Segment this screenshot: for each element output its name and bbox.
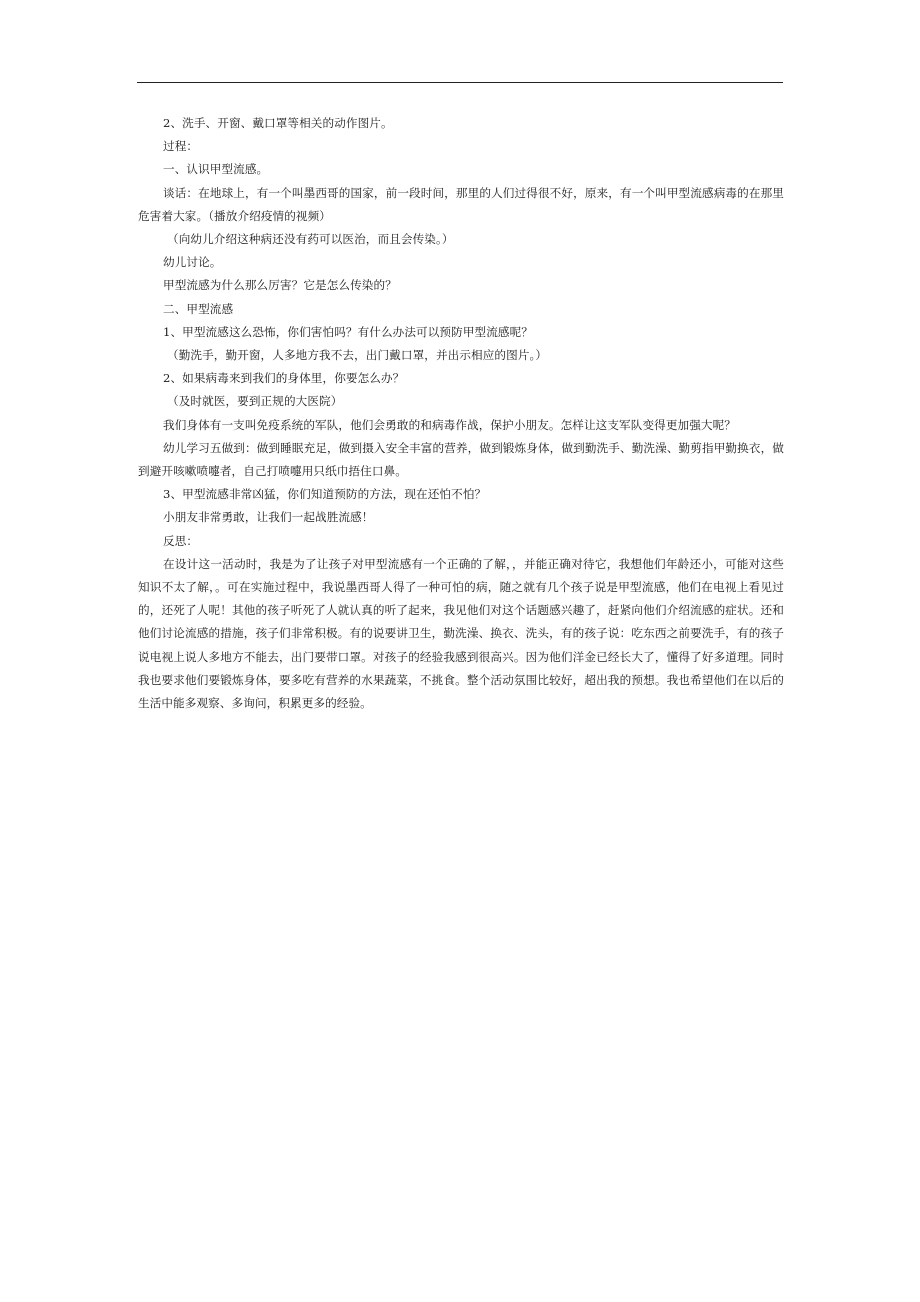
reflection-paragraph: 在设计这一活动时，我是为了让孩子对甲型流感有一个正确的了解，，并能正确对待它，我想他们年龄还小，可能对这些知识不太了解，。可在实施过程中，我说墨西哥人得了一种可怕的病，随之就有几个孩子说是甲型流感，他们在电视上看见过的，还死了人呢！其他的孩子听死了人就认真的听了起来，我见他们对这个话题感兴趣了，赶紧向他们介绍流感的症状。还和他们讨论流感的措施，孩子们非常积极。有的说要讲卫生，勤洗澡、换衣、洗头，有的孩子说：吃东西之前要洗手，有的孩子说电视上说人多地方不能去，出门要带口罩。对孩子的经验我感到很高兴。因为他们洋金已经长大了，懂得了好多道理。同时我也要求他们要锻炼身体，要多吃有营养的水果蔬菜，不挑食。整个活动氛围比较好，超出我的预想。我也希望他们在以后的生活中能多观察、多询问，积累更多的经验。 — [138, 556, 784, 711]
talk-note: （向幼儿介绍这种病还没有药可以医治，而且会传染。） — [167, 232, 454, 247]
question-3: 3、甲型流感非常凶猛，你们知道预防的方法，现在还怕不怕？ — [163, 487, 487, 502]
child-discussion: 幼儿讨论。 — [163, 255, 222, 270]
section-one-heading: 一、认识甲型流感。 — [163, 162, 269, 177]
five-rules-paragraph: 幼儿学习五做到：做到睡眠充足，做到摄入安全丰富的营养，做到锻炼身体，做到勤洗手、勤洗澡、勤剪指甲勤换衣，做到避开咳嗽喷嚏者，自己打喷嚏用只纸巾捂住口鼻。 — [138, 440, 784, 479]
question-1: 1、甲型流感这么恐怖，你们害怕吗？有什么办法可以预防甲型流感呢？ — [163, 324, 533, 339]
closing-line: 小朋友非常勇敢，让我们一起战胜流感！ — [163, 510, 374, 525]
reflection-heading: 反思： — [163, 533, 199, 548]
talk-paragraph: 谈话：在地球上，有一个叫墨西哥的国家，前一段时间，那里的人们过得很不好，原来，有一个叫甲型流感病毒的在那里危害着大家。（播放介绍疫情的视频） — [138, 185, 784, 223]
process-heading: 过程： — [163, 139, 199, 154]
section-two-heading: 二、甲型流感 — [163, 301, 234, 316]
discussion-question: 甲型流感为什么那么厉害？它是怎么传染的？ — [163, 278, 397, 293]
answer-1: （勤洗手，勤开窗，人多地方我不去，出门戴口罩，并出示相应的图片。） — [167, 348, 548, 363]
materials-item-2: 2、洗手、开窗、戴口罩等相关的动作图片。 — [163, 116, 393, 130]
immune-system-paragraph: 我们身体有一支叫免疫系统的军队，他们会勇敢的和病毒作战，保护小朋友。怎样让这支军队变得更加强大呢？ — [163, 417, 736, 432]
document-body — [138, 112, 784, 715]
header-rule — [137, 82, 783, 83]
answer-2: （及时就医，要到正规的大医院） — [167, 394, 343, 409]
question-2: 2、如果病毒来到我们的身体里，你要怎么办？ — [163, 371, 405, 386]
